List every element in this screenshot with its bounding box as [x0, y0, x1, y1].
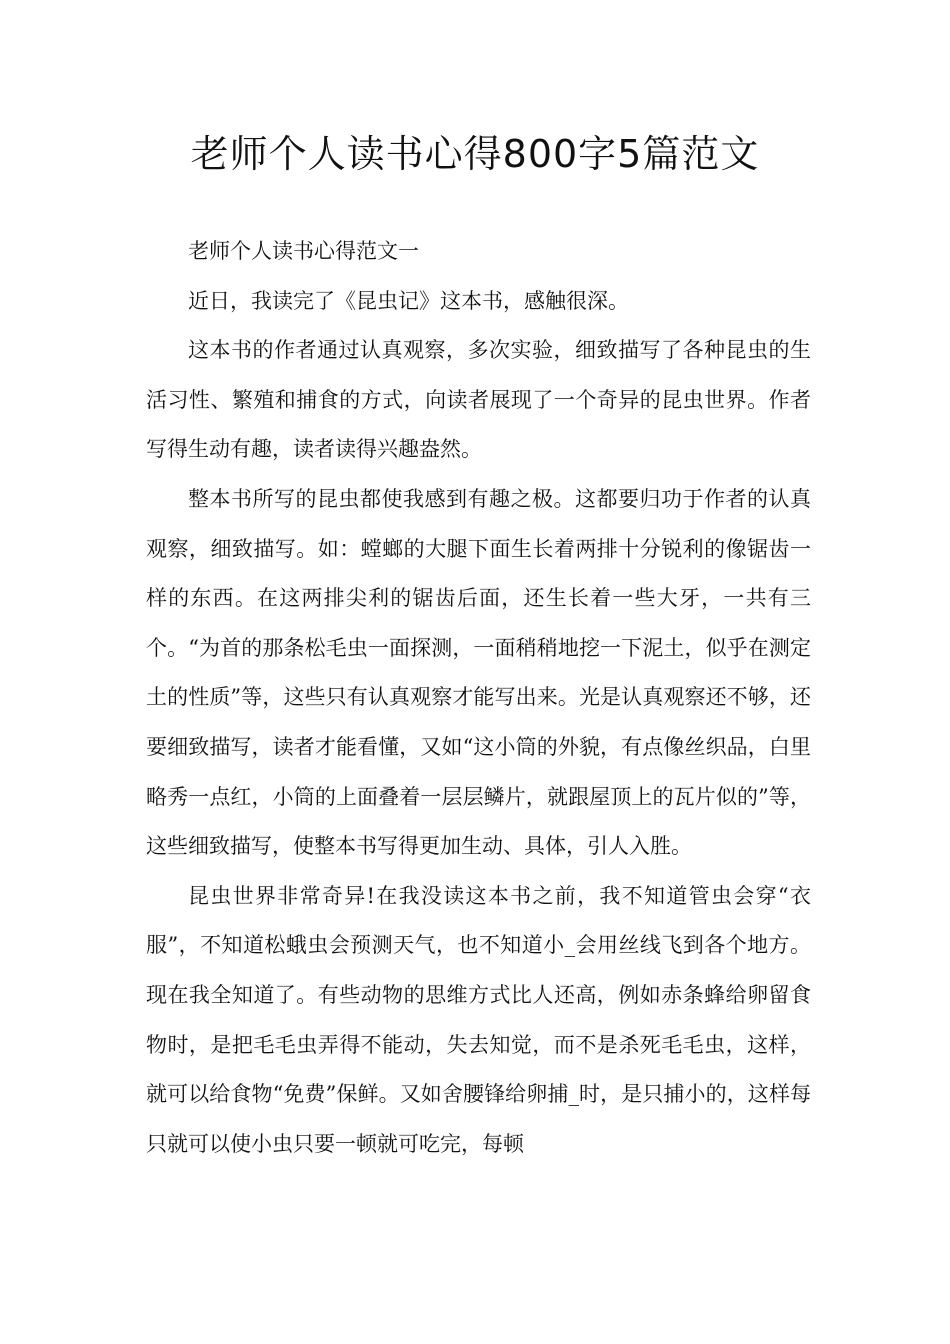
section-heading: 老师个人读书心得范文一	[188, 239, 419, 263]
paragraph: 这本书的作者通过认真观察，多次实验，细致描写了各种昆虫的生活习性、繁殖和捕食的方式，向读者展现了一个奇异的昆虫世界。作者写得生动有趣，读者读得兴趣盎然。	[146, 338, 811, 462]
paragraph: 近日，我读完了《昆虫记》这本书，感触很深。	[188, 288, 629, 313]
paragraph: 昆虫世界非常奇异!在我没读这本书之前，我不知道管虫会穿“衣服”，不知道松蛾虫会预测天气，也不知道小_会用丝线飞到各个地方。现在我全知道了。有些动物的思维方式比人还高，例如赤条蜂给卵留食物时，是把毛毛虫弄得不能动，失去知觉，而不是杀死毛毛虫，这样，就可以给食物“免费”保鲜。又如舍腰锋给卵捕_时，是只捕小的，这样每只就可以使小虫只要一顿就可吃完，每顿	[146, 883, 811, 1156]
paragraph: 整本书所写的昆虫都使我感到有趣之极。这都要归功于作者的认真观察，细致描写。如：螳螂的大腿下面生长着两排十分锐利的像锯齿一样的东西。在这两排尖利的锯齿后面，还生长着一些大牙，一共有三个。“为首的那条松毛虫一面探测，一面稍稍地挖一下泥土，似乎在测定土的性质”等，这些只有认真观察才能写出来。光是认真观察还不够，还要细致描写，读者才能看懂，又如“这小筒的外貌，有点像丝织品，白里略秀一点红，小筒的上面叠着一层层鳞片，就跟屋顶上的瓦片似的”等，这些细致描写，使整本书写得更加生动、具体，引人入胜。	[146, 486, 811, 859]
document-title: 老师个人读书心得800字5篇范文	[190, 132, 760, 176]
document-body	[146, 227, 811, 1169]
